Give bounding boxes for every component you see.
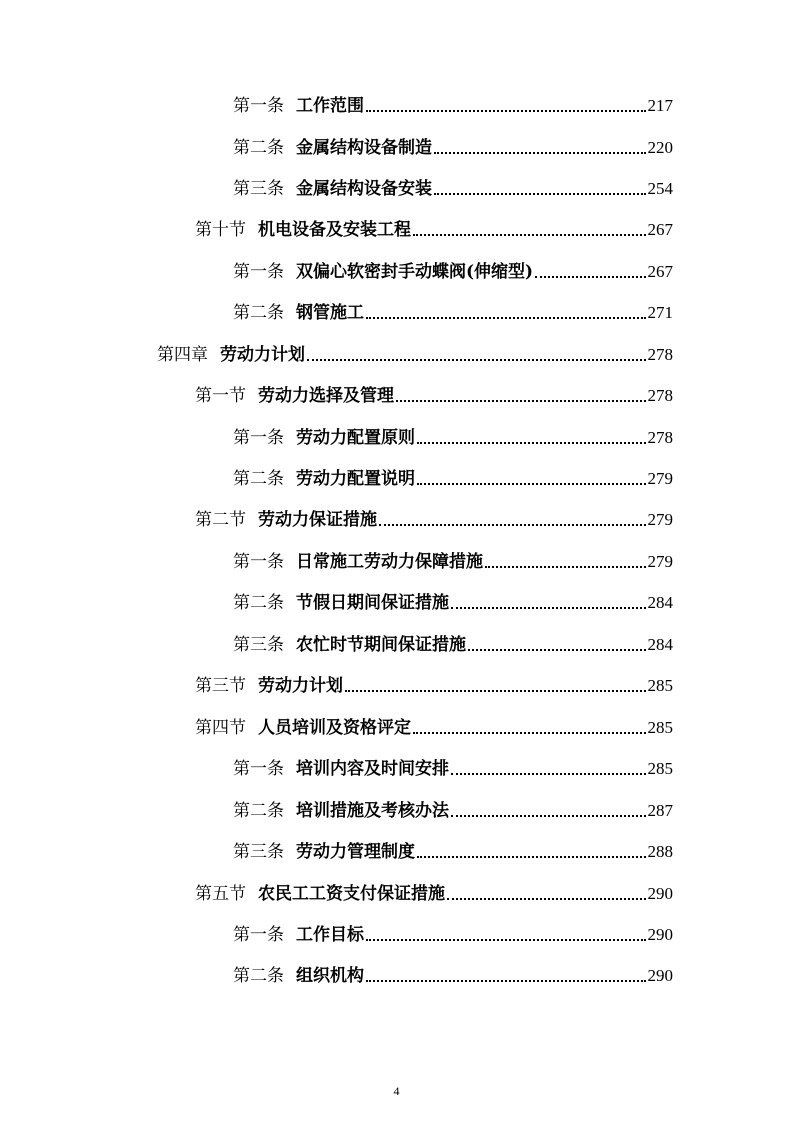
toc-entry-page: 267	[647, 262, 673, 281]
toc-entry-number: 第二条	[233, 801, 284, 821]
toc-entry-page: 284	[647, 593, 673, 612]
toc-entry-number: 第四章	[157, 345, 208, 365]
toc-entry-page: 288	[647, 842, 673, 861]
toc-entry[interactable]	[195, 378, 673, 406]
toc-entry-page: 285	[647, 676, 673, 695]
toc-entry-page: 278	[647, 386, 673, 405]
toc-dot-leader	[535, 275, 645, 278]
toc-entry-number: 第二条	[233, 593, 284, 613]
toc-entry[interactable]	[233, 585, 673, 613]
toc-entry-page: 290	[647, 925, 673, 944]
toc-entry-title: 农民工工资支付保证措施	[258, 884, 445, 904]
toc-entry-number: 第二条	[233, 469, 284, 489]
toc-entry-title: 劳动力计划	[220, 345, 305, 365]
toc-entry-title: 节假日期间保证措施	[296, 593, 449, 613]
toc-entry-page: 278	[647, 345, 673, 364]
toc-entry-title: 劳动力保证措施	[258, 510, 377, 530]
toc-entry-number: 第二节	[195, 510, 246, 530]
toc-dot-leader	[413, 731, 646, 734]
toc-entry-title: 劳动力配置原则	[296, 428, 415, 448]
toc-entry[interactable]	[233, 254, 673, 282]
toc-entry-number: 第一节	[195, 386, 246, 406]
toc-dot-leader	[485, 565, 646, 568]
toc-entry-number: 第二条	[233, 303, 284, 323]
toc-dot-leader	[434, 151, 646, 154]
toc-entry-title: 机电设备及安装工程	[258, 220, 411, 240]
toc-entry-page: 279	[647, 510, 673, 529]
toc-entry-page: 285	[647, 759, 673, 778]
toc-dot-leader	[366, 316, 646, 319]
toc-dot-leader	[434, 192, 646, 195]
toc-entry-number: 第三条	[233, 635, 284, 655]
toc-entry[interactable]	[233, 751, 673, 779]
toc-entry[interactable]	[195, 212, 673, 240]
toc-entry-title: 劳动力计划	[258, 676, 343, 696]
toc-entry-title: 劳动力选择及管理	[258, 386, 394, 406]
toc-dot-leader	[451, 814, 646, 817]
toc-entry-page: 220	[647, 138, 673, 157]
toc-entry-number: 第五节	[195, 884, 246, 904]
toc-dot-leader	[417, 855, 646, 858]
toc-entry-number: 第三条	[233, 179, 284, 199]
toc-dot-leader	[413, 233, 646, 236]
toc-entry-number: 第一条	[233, 925, 284, 945]
toc-entry-number: 第一条	[233, 96, 284, 116]
toc-entry-title: 工作范围	[296, 96, 364, 116]
toc-entry-title: 培训内容及时间安排	[296, 759, 449, 779]
toc-entry-title: 日常施工劳动力保障措施	[296, 552, 483, 572]
toc-entry-number: 第一条	[233, 428, 284, 448]
toc-entry-title: 金属结构设备安装	[296, 179, 432, 199]
toc-entry-number: 第三节	[195, 676, 246, 696]
toc-entry-page: 267	[647, 220, 673, 239]
toc-entry-page: 254	[647, 179, 673, 198]
toc-entry-page: 279	[647, 552, 673, 571]
toc-entry-title: 双偏心软密封手动蝶阀(伸缩型)	[296, 262, 534, 282]
toc-entry-page: 290	[647, 966, 673, 985]
toc-entry[interactable]	[233, 917, 673, 945]
toc-entry-title: 人员培训及资格评定	[258, 718, 411, 738]
toc-dot-leader	[468, 648, 646, 651]
toc-entry-number: 第一条	[233, 759, 284, 779]
toc-entry-page: 279	[647, 469, 673, 488]
toc-dot-leader	[396, 399, 646, 402]
toc-entry-title: 培训措施及考核办法	[296, 801, 449, 821]
toc-entry[interactable]	[233, 171, 673, 199]
toc-entry[interactable]	[233, 793, 673, 821]
toc-entry[interactable]	[233, 544, 673, 572]
toc-entry-number: 第一条	[233, 262, 284, 282]
toc-dot-leader	[366, 979, 646, 982]
toc-entry-title: 钢管施工	[296, 303, 364, 323]
toc-entry-page: 278	[647, 428, 673, 447]
toc-entry-number: 第十节	[195, 220, 246, 240]
toc-dot-leader	[447, 897, 646, 900]
toc-entry-page: 290	[647, 884, 673, 903]
toc-dot-leader	[307, 358, 646, 361]
toc-entry-page: 271	[647, 303, 673, 322]
toc-entry-number: 第三条	[233, 842, 284, 862]
toc-entry[interactable]	[195, 668, 673, 696]
toc-dot-leader	[451, 772, 646, 775]
toc-entry[interactable]	[233, 627, 673, 655]
toc-entry-title: 劳动力配置说明	[296, 469, 415, 489]
toc-dot-leader	[366, 938, 646, 941]
toc-entry[interactable]	[157, 337, 673, 365]
toc-entry[interactable]	[195, 502, 673, 530]
toc-entry[interactable]	[233, 130, 673, 158]
toc-entry-title: 金属结构设备制造	[296, 138, 432, 158]
toc-entry-number: 第二条	[233, 138, 284, 158]
toc-entry-number: 第二条	[233, 966, 284, 986]
toc-dot-leader	[345, 689, 646, 692]
toc-entry-page: 284	[647, 635, 673, 654]
toc-entry[interactable]	[195, 710, 673, 738]
toc-dot-leader	[366, 109, 646, 112]
toc-entry-number: 第一条	[233, 552, 284, 572]
toc-entry[interactable]	[233, 958, 673, 986]
toc-entry-page: 217	[647, 96, 673, 115]
toc-entry[interactable]	[233, 88, 673, 116]
toc-entry-page: 287	[647, 801, 673, 820]
toc-entry-title: 组织机构	[296, 966, 364, 986]
toc-dot-leader	[417, 482, 646, 485]
toc-entry-page: 285	[647, 718, 673, 737]
toc-entry-title: 劳动力管理制度	[296, 842, 415, 862]
toc-entry[interactable]	[233, 420, 673, 448]
toc-entry[interactable]	[233, 295, 673, 323]
toc-entry-title: 农忙时节期间保证措施	[296, 635, 466, 655]
page-number: 4	[393, 1084, 400, 1098]
toc-dot-leader	[417, 441, 646, 444]
toc-entry-number: 第四节	[195, 718, 246, 738]
toc-dot-leader	[379, 523, 646, 526]
toc-entry[interactable]	[233, 834, 673, 862]
toc-entry[interactable]	[195, 876, 673, 904]
toc-dot-leader	[451, 606, 646, 609]
toc-entry[interactable]	[233, 461, 673, 489]
toc-entry-title: 工作目标	[296, 925, 364, 945]
